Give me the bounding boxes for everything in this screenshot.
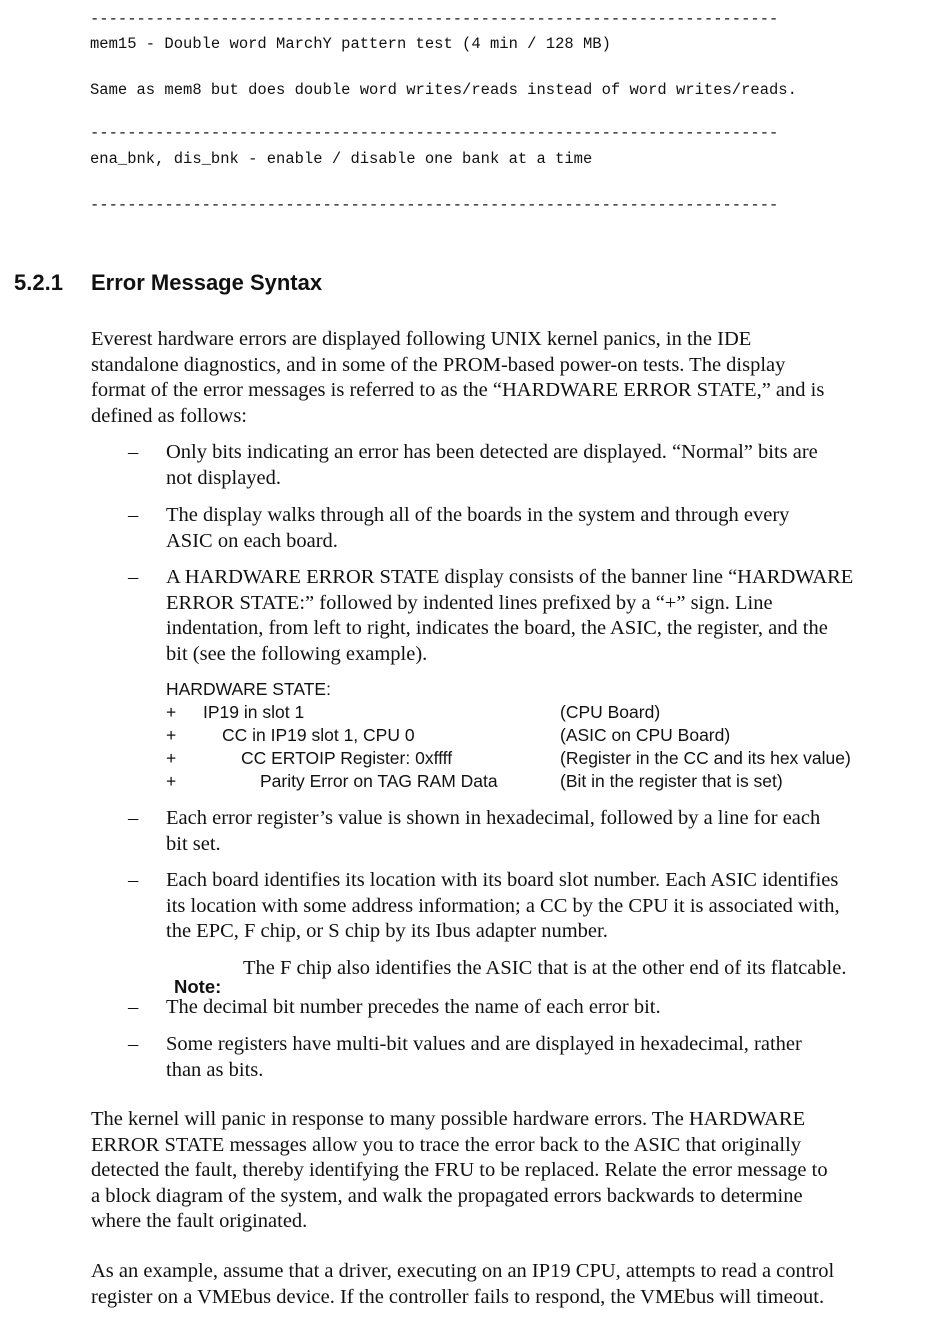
dash-marker: – [128,1033,139,1055]
mem15-description: Same as mem8 but does double word writes/reads instead of word writes/reads. [90,81,797,99]
example-line [0,748,935,770]
text-line: indentation, from left to right, indicates the board, the ASIC, the register, and the [166,617,828,639]
intro-paragraph [91,327,921,429]
example-comment: (CPU Board) [560,702,661,722]
text-line: Each board identifies its location with its board slot number. Each ASIC identifies [166,869,839,891]
text-line: standalone diagnostics, and in some of the PROM-based power-on tests. The display [91,353,786,376]
text-line: the EPC, F chip, or S chip by its Ibus adapter number. [166,920,608,942]
example-comment: (Bit in the register that is set) [560,771,783,791]
code-rule-2: -------------------------------------------------------------------------- [90,124,779,142]
bullet-text [166,995,926,1021]
ena-bnk-line: ena_bnk, dis_bnk - enable / disable one bank at a time [90,150,593,168]
bullet-text [166,868,926,945]
text-line: Each error register’s value is shown in hexadecimal, followed by a line for each [166,807,821,829]
example-text: Parity Error on TAG RAM Data [260,771,498,791]
mem15-title-line: mem15 - Double word MarchY pattern test (4 min / 128 MB) [90,35,611,53]
dash-marker: – [128,566,139,588]
text-line: detected the fault, thereby identifying the FRU to be replaced. Relate the error message to [91,1159,828,1181]
bullet-text [166,503,926,554]
note-text: The F chip also identifies the ASIC that is at the other end of its flatcable. [243,957,847,979]
text-line: The kernel will panic in response to many possible hardware errors. The HARDWARE [91,1108,806,1130]
text-line: its location with some address information; a CC by the CPU it is associated with, [166,894,840,917]
text-line: bit set. [166,832,221,855]
text-line: format of the error messages is referred to as the “HARDWARE ERROR STATE,” and is [91,379,825,401]
section-title: Error Message Syntax [91,270,323,295]
text-line: ASIC on each board. [166,529,338,552]
bullet-text [166,806,926,857]
example-line [0,771,935,793]
example-paragraph [91,1259,921,1310]
dash-marker: – [128,869,139,891]
text-line: register on a VMEbus device. If the controller fails to respond, the VMEbus will timeout. [91,1285,825,1308]
dash-marker: – [128,807,139,829]
dash-marker: – [128,996,139,1018]
example-text: CC ERTOIP Register: 0xffff [241,748,453,768]
code-rule-1: -------------------------------------------------------------------------- [90,10,779,28]
text-line: The decimal bit number precedes the name of each error bit. [166,996,661,1018]
dash-marker: – [128,441,139,463]
example-comment: (ASIC on CPU Board) [560,725,731,745]
example-text: CC in IP19 slot 1, CPU 0 [222,725,415,745]
dash-marker: – [128,504,139,526]
example-comment: (Register in the CC and its hex value) [560,748,851,768]
text-line: a block diagram of the system, and walk the propagated errors backwards to determine [91,1184,803,1207]
plus-marker: + [166,725,177,745]
text-line: ERROR STATE messages allow you to trace the error back to the ASIC that originally [91,1133,802,1156]
bullet-text [166,440,926,491]
text-line: where the fault originated. [91,1210,308,1232]
example-line [0,702,935,724]
text-line: defined as follows: [91,404,247,427]
note-label: Note: [174,976,222,997]
text-line: Some registers have multi-bit values and are displayed in hexadecimal, rather [166,1033,802,1055]
code-rule-3: -------------------------------------------------------------------------- [90,196,779,214]
section-number: 5.2.1 [14,270,63,295]
example-text: IP19 in slot 1 [203,702,305,722]
text-line: not displayed. [166,466,282,489]
text-line: As an example, assume that a driver, executing on an IP19 CPU, attempts to read a control [91,1260,835,1282]
text-line: bit (see the following example). [166,642,428,665]
kernel-panic-paragraph [91,1107,921,1235]
text-line: than as bits. [166,1058,264,1081]
plus-marker: + [166,748,177,768]
text-line: Everest hardware errors are displayed following UNIX kernel panics, in the IDE [91,328,752,350]
example-line [0,725,935,747]
example-header: HARDWARE STATE: [166,679,331,699]
text-line: Only bits indicating an error has been detected are displayed. “Normal” bits are [166,441,818,463]
text-line: ERROR STATE:” followed by indented lines prefixed by a “+” sign. Line [166,591,773,614]
bullet-text [166,1032,926,1083]
bullet-text [166,565,926,667]
text-line: A HARDWARE ERROR STATE display consists of the banner line “HARDWARE [166,566,854,588]
plus-marker: + [166,702,177,722]
text-line: The display walks through all of the boards in the system and through every [166,504,790,526]
plus-marker: + [166,771,177,791]
